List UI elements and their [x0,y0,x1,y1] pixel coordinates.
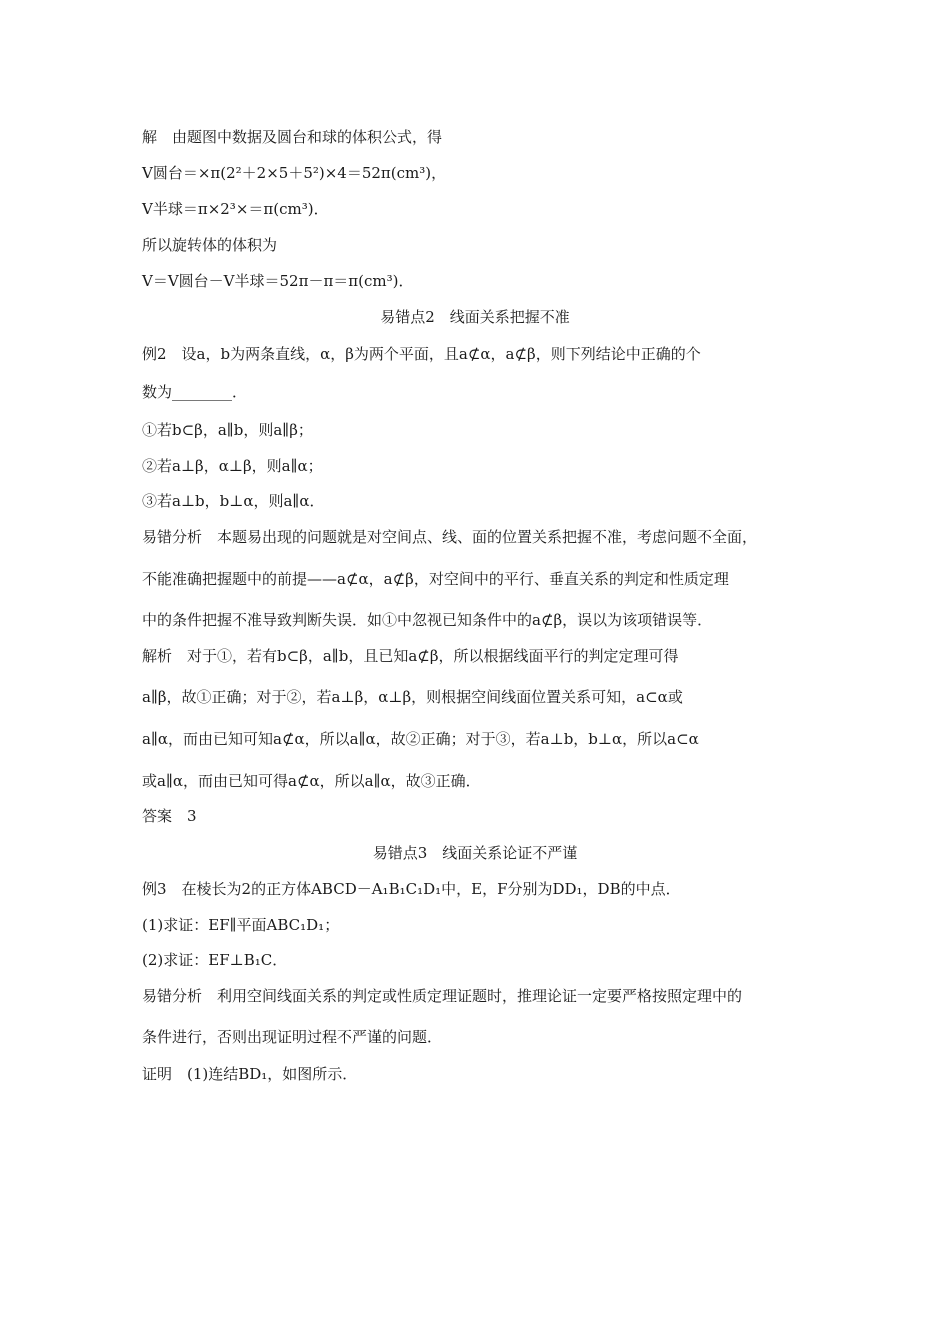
analysis-line-2: a∥β，故①正确；对于②，若a⊥β，α⊥β，则根据空间线面位置关系可知，a⊂α或 [142,688,683,706]
section-heading-2: 易错点2 线面关系把握不准 [380,308,570,326]
answer: 答案 3 [142,807,197,825]
statement-1: ①若b⊂β，a∥b，则a∥β； [142,421,313,439]
analysis-line-4: 或a∥α，而由已知可得a⊄α，所以a∥α，故③正确． [142,772,481,790]
error-analysis-2-line-1: 易错分析 本题易出现的问题就是对空间点、线、面的位置关系把握不准，考虑问题不全面， [142,528,758,546]
statement-2: ②若a⊥β，α⊥β，则a∥α； [142,457,323,475]
example-2-blank: 数为________． [142,383,248,401]
example-3-question: 例3 在棱长为2的正方体ABCD－A₁B₁C₁D₁中，E，F分别为DD₁，DB的中点． [142,880,681,898]
example-3-part-1: (1)求证：EF∥平面ABC₁D₁； [142,916,340,934]
frustum-volume-formula: V圆台＝×π(2²＋2×5＋5²)×4＝52π(cm³)， [142,164,447,182]
example-2-question: 例2 设a，b为两条直线，α，β为两个平面，且a⊄α，a⊄β，则下列结论中正确的个 [142,345,701,363]
error-analysis-2-line-3: 中的条件把握不准导致判断失误．如①中忽视已知条件中的a⊄β，误以为该项错误等． [142,611,713,629]
statement-3: ③若a⊥b，b⊥α，则a∥α． [142,492,325,510]
solution-intro: 解 由题图中数据及圆台和球的体积公式，得 [142,128,443,146]
error-analysis-3-line-1: 易错分析 利用空间线面关系的判定或性质定理证题时，推理论证一定要严格按照定理中的 [142,987,743,1005]
error-analysis-2-line-2: 不能准确把握题中的前提——a⊄α，a⊄β，对空间中的平行、垂直关系的判定和性质定理 [142,570,729,588]
volume-conclusion-text: 所以旋转体的体积为 [142,236,278,254]
analysis-line-1: 解析 对于①，若有b⊂β，a∥b，且已知a⊄β，所以根据线面平行的判定定理可得 [142,647,679,665]
section-heading-3: 易错点3 线面关系论证不严谨 [372,844,578,862]
analysis-line-3: a∥α，而由已知可知a⊄α，所以a∥α，故②正确；对于③，若a⊥b，b⊥α，所以a⊂α [142,730,699,748]
example-3-part-2: (2)求证：EF⊥B₁C． [142,951,288,969]
hemisphere-volume-formula: V半球＝π×2³×＝π(cm³)． [142,200,329,218]
total-volume-formula: V＝V圆台－V半球＝52π－π＝π(cm³)． [142,272,414,290]
error-analysis-3-line-2: 条件进行，否则出现证明过程不严谨的问题． [142,1028,443,1046]
proof-start: 证明 (1)连结BD₁，如图所示． [142,1065,358,1083]
